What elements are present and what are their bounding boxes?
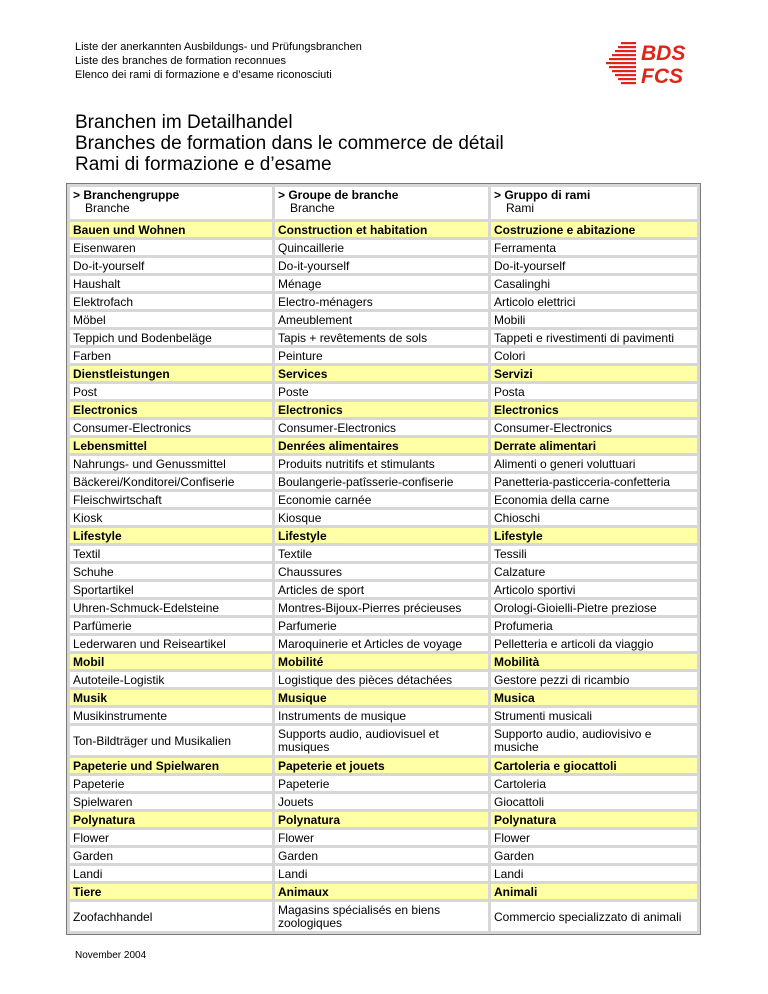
branch-cell-german: Parfümerie (70, 618, 272, 633)
table-row (70, 582, 697, 597)
table-row (70, 600, 697, 615)
branch-cell-german: Autoteile-Logistik (70, 672, 272, 687)
header-cell-french (275, 187, 488, 219)
branch-cell-french: Maroquinerie et Articles de voyage (275, 636, 488, 651)
branch-cell-german: Farben (70, 348, 272, 363)
branch-cell-italian: Colori (491, 348, 697, 363)
header-cell-italian (491, 187, 697, 219)
table-row (70, 348, 697, 363)
header-cell-german (70, 187, 272, 219)
branch-cell-french: Quincaillerie (275, 240, 488, 255)
branch-cell-french: Tapis + revêtements de sols (275, 330, 488, 345)
group-cell-italian: Polynatura (491, 812, 697, 827)
table-group-row (70, 654, 697, 669)
branch-cell-italian: Articolo elettrici (491, 294, 697, 309)
branch-cell-german: Musikinstrumente (70, 708, 272, 723)
header-branch-label: Branche (85, 201, 130, 215)
group-cell-italian: Animali (491, 884, 697, 899)
table-row (70, 636, 697, 651)
branch-cell-french: Papeterie (275, 776, 488, 791)
group-cell-german: Lebensmittel (70, 438, 272, 453)
table-row (70, 276, 697, 291)
document-title (75, 112, 504, 175)
table-group-row (70, 690, 697, 705)
group-cell-french: Denrées alimentaires (275, 438, 488, 453)
group-cell-german: Bauen und Wohnen (70, 222, 272, 237)
branch-cell-italian: Calzature (491, 564, 697, 579)
table-row (70, 312, 697, 327)
table-group-row (70, 884, 697, 899)
branch-cell-french: Articles de sport (275, 582, 488, 597)
branch-cell-italian: Garden (491, 848, 697, 863)
branch-cell-italian: Consumer-Electronics (491, 420, 697, 435)
branch-cell-german: Consumer-Electronics (70, 420, 272, 435)
table-group-row (70, 812, 697, 827)
branch-cell-german: Uhren-Schmuck-Edelsteine (70, 600, 272, 615)
group-cell-italian: Musica (491, 690, 697, 705)
table-row (70, 384, 697, 399)
table-group-row (70, 438, 697, 453)
branch-cell-french: Textile (275, 546, 488, 561)
table-row (70, 258, 697, 273)
group-cell-german: Musik (70, 690, 272, 705)
logo-stripe (609, 58, 636, 60)
logo-text-top: BDS (641, 42, 686, 65)
logo-stripe (606, 62, 636, 64)
branch-cell-italian: Posta (491, 384, 697, 399)
branch-cell-german: Nahrungs- und Genussmittel (70, 456, 272, 471)
branch-cell-french: Kiosque (275, 510, 488, 525)
title-italian: Rami di formazione e d’esame (75, 154, 332, 175)
branch-cell-italian: Flower (491, 830, 697, 845)
branch-cell-italian: Casalinghi (491, 276, 697, 291)
footer-date: November 2004 (75, 950, 147, 961)
group-cell-german: Polynatura (70, 812, 272, 827)
group-cell-italian: Costruzione e abitazione (491, 222, 697, 237)
logo-stripe (618, 46, 636, 48)
table-row (70, 546, 697, 561)
branch-cell-french: Boulangerie-patîsserie-confiserie (275, 474, 488, 489)
branch-cell-german: Eisenwaren (70, 240, 272, 255)
group-cell-french: Polynatura (275, 812, 488, 827)
branch-cell-italian: Cartoleria (491, 776, 697, 791)
branch-cell-german: Papeterie (70, 776, 272, 791)
table-row (70, 456, 697, 471)
branch-cell-german: Fleischwirtschaft (70, 492, 272, 507)
branch-cell-german: Elektrofach (70, 294, 272, 309)
table-row (70, 708, 697, 723)
table-group-row (70, 528, 697, 543)
branches-table (66, 183, 701, 935)
branch-cell-french: Do-it-yourself (275, 258, 488, 273)
branch-cell-german: Landi (70, 866, 272, 881)
group-cell-german: Dienstleistungen (70, 366, 272, 381)
header-line-italian: Elenco dei rami di formazione e d’esame riconosciuti (75, 69, 332, 81)
group-cell-french: Construction et habitation (275, 222, 488, 237)
branch-cell-french: Ménage (275, 276, 488, 291)
branch-cell-italian: Chioschi (491, 510, 697, 525)
branch-cell-french: Logistique des pièces détachées (275, 672, 488, 687)
branch-cell-italian: Do-it-yourself (491, 258, 697, 273)
branch-cell-german: Teppich und Bodenbeläge (70, 330, 272, 345)
branch-cell-italian: Strumenti musicali (491, 708, 697, 723)
group-cell-french: Electronics (275, 402, 488, 417)
table-row (70, 492, 697, 507)
table-row (70, 420, 697, 435)
header-line-german: Liste der anerkannten Ausbildungs- und Prüfungsbranchen (75, 41, 362, 53)
branch-cell-german: Bäckerei/Konditorei/Confiserie (70, 474, 272, 489)
branch-cell-french: Poste (275, 384, 488, 399)
group-cell-italian: Lifestyle (491, 528, 697, 543)
branch-cell-italian: Pelletteria e articoli da viaggio (491, 636, 697, 651)
branch-cell-italian: Commercio specializzato di animali (491, 902, 697, 931)
title-french: Branches de formation dans le commerce de détail (75, 133, 504, 154)
header-branch-label: Branche (290, 201, 335, 215)
group-cell-german: Lifestyle (70, 528, 272, 543)
group-cell-french: Animaux (275, 884, 488, 899)
branch-cell-french: Montres-Bijoux-Pierres précieuses (275, 600, 488, 615)
branch-cell-german: Sportartikel (70, 582, 272, 597)
branch-cell-italian: Gestore pezzi di ricambio (491, 672, 697, 687)
branch-cell-italian: Tessili (491, 546, 697, 561)
branch-cell-italian: Giocattoli (491, 794, 697, 809)
branch-cell-french: Chaussures (275, 564, 488, 579)
branch-cell-french: Economie carnée (275, 492, 488, 507)
branch-cell-italian: Alimenti o generi voluttuari (491, 456, 697, 471)
branch-cell-italian: Supporto audio, audiovisivo e musiche (491, 726, 697, 755)
table-row (70, 240, 697, 255)
branch-cell-italian: Economia della carne (491, 492, 697, 507)
header-line-french: Liste des branches de formation reconnues (75, 55, 286, 67)
logo-stripe (621, 82, 636, 84)
branch-cell-italian: Panetteria-pasticceria-confetteria (491, 474, 697, 489)
header-group-label: > Branchengruppe (73, 188, 180, 202)
header-group-label: > Gruppo di rami (494, 188, 591, 202)
logo-stripe (612, 70, 636, 72)
table-row (70, 672, 697, 687)
table-group-row (70, 402, 697, 417)
branch-cell-italian: Ferramenta (491, 240, 697, 255)
branch-cell-italian: Tappeti e rivestimenti di pavimenti (491, 330, 697, 345)
table-row (70, 510, 697, 525)
branch-cell-french: Produits nutritifs et stimulants (275, 456, 488, 471)
document-header (75, 40, 362, 82)
branch-cell-german: Textil (70, 546, 272, 561)
branch-cell-italian: Landi (491, 866, 697, 881)
branch-cell-french: Peinture (275, 348, 488, 363)
branch-cell-french: Ameublement (275, 312, 488, 327)
branch-cell-german: Ton-Bildträger und Musikalien (70, 726, 272, 755)
branch-cell-german: Lederwaren und Reiseartikel (70, 636, 272, 651)
branch-cell-italian: Profumeria (491, 618, 697, 633)
table-row (70, 776, 697, 791)
branch-cell-french: Instruments de musique (275, 708, 488, 723)
branch-cell-french: Magasins spécialisés en biens zoologiques (275, 902, 488, 931)
branch-cell-italian: Articolo sportivi (491, 582, 697, 597)
group-cell-french: Mobilité (275, 654, 488, 669)
group-cell-italian: Electronics (491, 402, 697, 417)
branch-cell-french: Parfumerie (275, 618, 488, 633)
logo-stripe (615, 50, 636, 52)
table-group-row (70, 366, 697, 381)
header-branch-label: Rami (506, 201, 535, 215)
table-row (70, 618, 697, 633)
branch-cell-french: Consumer-Electronics (275, 420, 488, 435)
group-cell-french: Musique (275, 690, 488, 705)
group-cell-italian: Cartoleria e giocattoli (491, 758, 697, 773)
group-cell-italian: Derrate alimentari (491, 438, 697, 453)
title-german: Branchen im Detailhandel (75, 112, 293, 133)
logo-stripe (609, 66, 636, 68)
table-row (70, 726, 697, 755)
logo-text-bottom: FCS (641, 65, 683, 88)
table-row (70, 564, 697, 579)
table-header-row (70, 187, 697, 219)
logo-stripe (615, 74, 636, 76)
branch-cell-german: Do-it-yourself (70, 258, 272, 273)
table-row (70, 902, 697, 931)
branch-cell-french: Supports audio, audiovisuel et musiques (275, 726, 488, 755)
branch-cell-italian: Mobili (491, 312, 697, 327)
table-row (70, 848, 697, 863)
table-row (70, 294, 697, 309)
branch-cell-french: Electro-ménagers (275, 294, 488, 309)
logo-stripe (618, 78, 636, 80)
branch-cell-german: Post (70, 384, 272, 399)
group-cell-french: Papeterie et jouets (275, 758, 488, 773)
branch-cell-german: Spielwaren (70, 794, 272, 809)
branch-cell-italian: Orologi-Gioielli-Pietre preziose (491, 600, 697, 615)
table-row (70, 866, 697, 881)
group-cell-german: Mobil (70, 654, 272, 669)
branch-cell-german: Flower (70, 830, 272, 845)
table-row (70, 830, 697, 845)
group-cell-french: Services (275, 366, 488, 381)
group-cell-german: Tiere (70, 884, 272, 899)
group-cell-italian: Mobilità (491, 654, 697, 669)
table-row (70, 474, 697, 489)
branch-cell-french: Landi (275, 866, 488, 881)
table-row (70, 330, 697, 345)
table-row (70, 794, 697, 809)
branch-cell-german: Möbel (70, 312, 272, 327)
bds-fcs-logo (584, 40, 706, 88)
branch-cell-french: Garden (275, 848, 488, 863)
group-cell-german: Papeterie und Spielwaren (70, 758, 272, 773)
branch-cell-german: Garden (70, 848, 272, 863)
branch-cell-german: Kiosk (70, 510, 272, 525)
group-cell-french: Lifestyle (275, 528, 488, 543)
branch-cell-french: Jouets (275, 794, 488, 809)
table-group-row (70, 222, 697, 237)
branch-cell-french: Flower (275, 830, 488, 845)
logo-stripe (612, 54, 636, 56)
branch-cell-german: Schuhe (70, 564, 272, 579)
group-cell-italian: Servizi (491, 366, 697, 381)
table-group-row (70, 758, 697, 773)
header-group-label: > Groupe de branche (278, 188, 399, 202)
logo-stripe (621, 42, 636, 44)
group-cell-german: Electronics (70, 402, 272, 417)
branch-cell-german: Zoofachhandel (70, 902, 272, 931)
branch-cell-german: Haushalt (70, 276, 272, 291)
